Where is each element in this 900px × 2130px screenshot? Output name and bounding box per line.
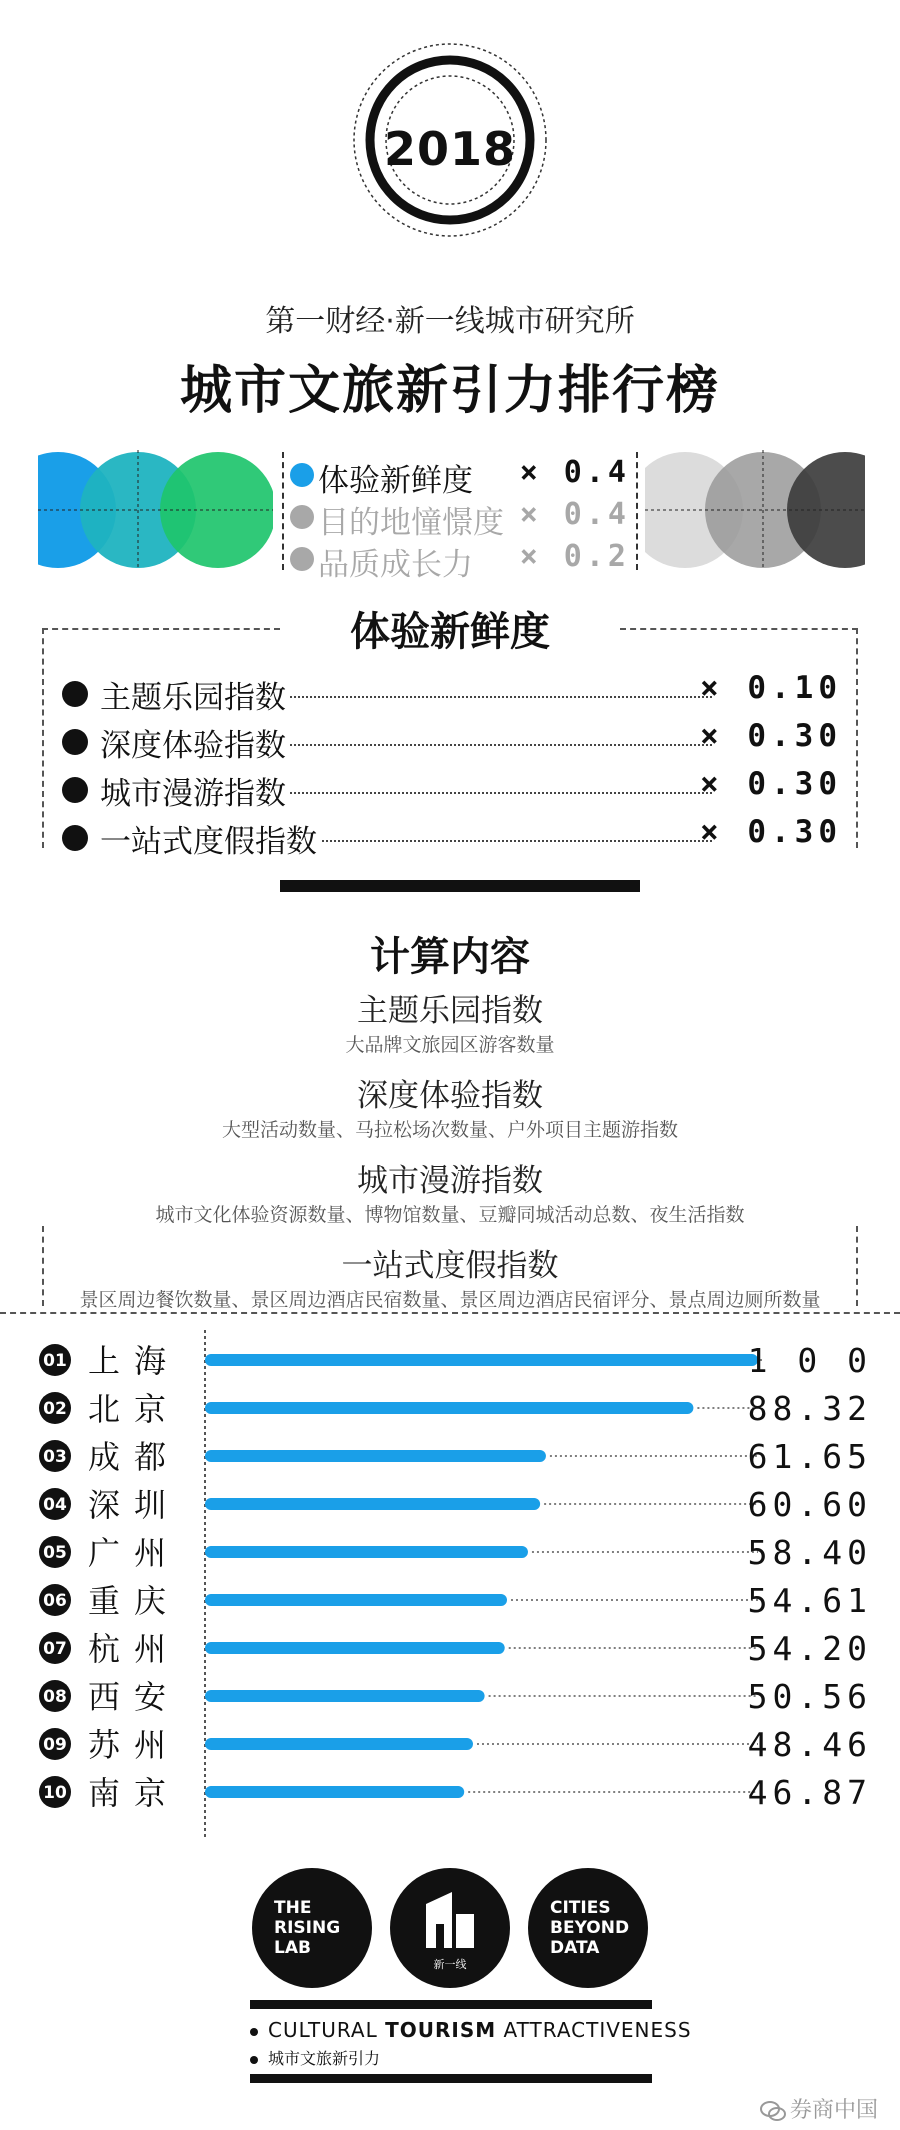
- page-subtitle: 第一财经·新一线城市研究所: [265, 304, 635, 339]
- bullet-icon: [62, 777, 88, 803]
- chart-top-rule: [0, 1312, 900, 1314]
- bar: [205, 1642, 505, 1654]
- bullet-icon: [62, 729, 88, 755]
- weight-dot-icon: [290, 547, 314, 571]
- freshness-item: [62, 672, 842, 716]
- weight-row-growth: [290, 539, 630, 583]
- city-label: 杭州: [88, 1630, 181, 1668]
- weight-dot-icon: [290, 505, 314, 529]
- freshness-item-label: 一站式度假指数: [100, 816, 321, 861]
- bullet-icon: [62, 681, 88, 707]
- freshness-item-label: 深度体验指数: [100, 720, 290, 765]
- year-label: 2018: [383, 122, 517, 176]
- english-title: [250, 2018, 692, 2042]
- bar: [205, 1402, 693, 1414]
- weight-label: 体验新鲜度: [318, 463, 473, 499]
- freshness-item-multiplier: × 0.10: [700, 670, 842, 706]
- freshness-item-label: 主题乐园指数: [100, 672, 290, 717]
- bar: [205, 1738, 473, 1750]
- section-rule-right-vertical: [856, 628, 858, 848]
- calc-item-name: 主题乐园指数: [357, 993, 543, 1029]
- bar: [205, 1546, 528, 1558]
- freshness-item-multiplier: × 0.30: [700, 766, 842, 802]
- freshness-item: [62, 816, 842, 860]
- grey-circles-graphic: [645, 450, 865, 570]
- value-label: 60.60: [747, 1485, 872, 1524]
- bullet-icon: [250, 2056, 258, 2064]
- calc-item-desc: 大品牌文旅园区游客数量: [345, 1034, 555, 1056]
- english-title-bold: TOURISM: [385, 2018, 497, 2042]
- bar: [205, 1354, 758, 1366]
- freshness-item-multiplier: × 0.30: [700, 814, 842, 850]
- rank-number: 10: [43, 1783, 67, 1803]
- value-label: 1 0 0: [747, 1341, 872, 1380]
- chinese-footer-title: [250, 2046, 380, 2069]
- logo-text: CITIES BEYOND DATA: [550, 1898, 630, 1958]
- city-label: 上海: [88, 1342, 181, 1380]
- rank-number: 06: [43, 1591, 67, 1611]
- rank-number: 02: [43, 1399, 67, 1419]
- freshness-item-label: 城市漫游指数: [100, 768, 290, 813]
- city-label: 重庆: [88, 1582, 181, 1620]
- city-label: 苏州: [88, 1726, 181, 1764]
- rank-number: 07: [43, 1639, 67, 1659]
- city-label: 深圳: [88, 1486, 181, 1524]
- value-label: 61.65: [747, 1437, 872, 1476]
- value-label: 54.61: [747, 1581, 872, 1620]
- wechat-icon: [760, 2100, 786, 2122]
- rank-number: 01: [43, 1351, 67, 1371]
- chinese-title-text: 城市文旅新引力: [268, 2049, 381, 2068]
- weights-divider-right: [636, 452, 638, 570]
- calc-rule-right: [856, 1226, 858, 1306]
- weight-row-aspiration: [290, 497, 630, 541]
- bullet-icon: [250, 2028, 258, 2036]
- value-label: 58.40: [747, 1533, 872, 1572]
- weight-dot-icon: [290, 463, 314, 487]
- weight-label: 品质成长力: [318, 547, 473, 583]
- weight-row-freshness: [290, 455, 630, 499]
- weights-divider-left: [282, 452, 284, 570]
- rank-number: 04: [43, 1495, 67, 1515]
- watermark-text: 券商中国: [790, 2098, 879, 2123]
- city-label: 南京: [88, 1774, 181, 1812]
- calc-title: 计算内容: [370, 934, 530, 980]
- city-label: 成都: [88, 1438, 181, 1476]
- calc-item-name: 城市漫游指数: [357, 1163, 543, 1199]
- weight-label: 目的地憧憬度: [318, 505, 504, 541]
- value-label: 88.32: [747, 1389, 872, 1428]
- section-divider-bar: [280, 880, 640, 892]
- cities-beyond-data-logo: [528, 1868, 648, 1988]
- freshness-circles-graphic: [38, 450, 273, 570]
- weight-multiplier: × 0.2: [519, 539, 630, 574]
- city-label: 广州: [88, 1534, 181, 1572]
- value-label: 50.56: [747, 1677, 872, 1716]
- english-title-pre: CULTURAL: [268, 2018, 378, 2042]
- freshness-item: [62, 768, 842, 812]
- english-title-post: ATTRACTIVENESS: [503, 2018, 692, 2042]
- rank-number: 08: [43, 1687, 67, 1707]
- value-label: 48.46: [747, 1725, 872, 1764]
- logo-text: 新一线: [433, 1958, 467, 1971]
- rank-number: 09: [43, 1735, 67, 1755]
- rank-number: 03: [43, 1447, 67, 1467]
- bar: [205, 1498, 540, 1510]
- bar: [205, 1594, 507, 1606]
- ranking-chart: [0, 1330, 900, 1860]
- calc-item-name: 深度体验指数: [357, 1078, 543, 1114]
- calc-item-name: 一站式度假指数: [341, 1248, 559, 1284]
- value-label: 54.20: [747, 1629, 872, 1668]
- bar: [205, 1450, 546, 1462]
- calc-item-desc: 城市文化体验资源数量、博物馆数量、豆瓣同城活动总数、夜生活指数: [155, 1204, 745, 1226]
- value-label: 46.87: [747, 1773, 872, 1812]
- weight-multiplier: × 0.4: [519, 455, 630, 490]
- watermark: [760, 2093, 878, 2124]
- page-title: 城市文旅新引力排行榜: [179, 361, 720, 421]
- section-rule-left-vertical: [42, 628, 44, 848]
- freshness-item: [62, 720, 842, 764]
- rising-lab-logo: [252, 1868, 372, 1988]
- freshness-item-multiplier: × 0.30: [700, 718, 842, 754]
- freshness-title: 体验新鲜度: [350, 609, 550, 655]
- calc-item-desc: 景区周边餐饮数量、景区周边酒店民宿数量、景区周边酒店民宿评分、景点周边厕所数量: [79, 1289, 821, 1311]
- weight-multiplier: × 0.4: [519, 497, 630, 532]
- rising-lab-mark-icon: [424, 1890, 476, 1950]
- xinyixian-logo: [390, 1868, 510, 1988]
- bullet-icon: [62, 825, 88, 851]
- calc-item-desc: 大型活动数量、马拉松场次数量、户外项目主题游指数: [221, 1119, 678, 1141]
- logo-text: THE RISING LAB: [274, 1898, 341, 1958]
- footer-bar-bottom: [250, 2074, 652, 2083]
- footer-bar-top: [250, 2000, 652, 2009]
- calc-rule-left: [42, 1226, 44, 1306]
- bar: [205, 1690, 485, 1702]
- bar: [205, 1786, 464, 1798]
- rank-number: 05: [43, 1543, 67, 1563]
- city-label: 西安: [88, 1678, 181, 1716]
- city-label: 北京: [88, 1390, 181, 1428]
